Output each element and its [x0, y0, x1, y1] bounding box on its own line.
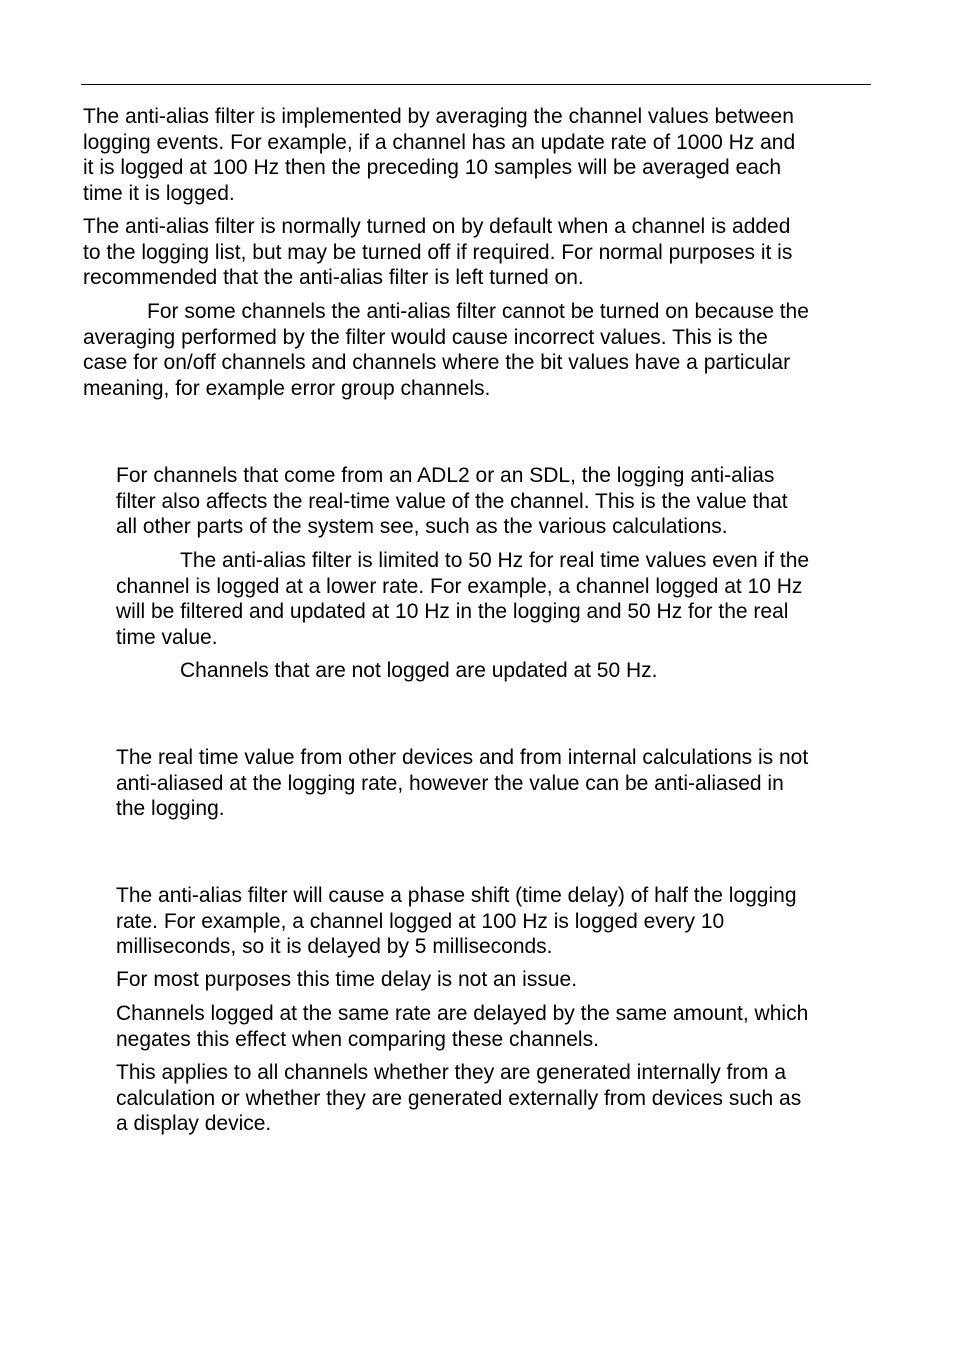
paragraph-not-logged [116, 658, 658, 684]
text-line: the logging. [116, 797, 225, 821]
text-line: meaning, for example error group channels. [83, 377, 491, 401]
text-line: calculation or whether they are generated externally from devices such as [116, 1086, 802, 1110]
text-line: case for on/off channels and channels where the bit values have a particular [83, 351, 791, 375]
header-rule [81, 84, 871, 85]
text-line: The anti-alias filter will cause a phase shift (time delay) of half the logging [116, 884, 797, 907]
text-line: recommended that the anti-alias filter is left turned on. [83, 266, 584, 290]
text-line: The anti-alias filter is normally turned on by default when a channel is added [83, 215, 791, 238]
text-line: to the logging list, but may be turned off if required. For normal purposes it is [83, 240, 793, 264]
text-line: channel is logged at a lower rate. For example, a channel logged at 10 Hz [116, 574, 803, 598]
text-line: Channels logged at the same rate are delayed by the same amount, which [116, 1002, 809, 1025]
text-line: time value. [116, 626, 218, 650]
text-line: a display device. [116, 1112, 272, 1136]
text-line: it is logged at 100 Hz then the preceding 10 samples will be averaged each [83, 156, 782, 180]
text-line: The anti-alias filter is limited to 50 Hz for real time values even if the [180, 549, 810, 572]
text-line: This applies to all channels whether they are generated internally from a [116, 1061, 787, 1084]
text-line: Channels that are not logged are updated at 50 Hz. [180, 659, 658, 682]
paragraph-same-rate [116, 1001, 808, 1052]
text-line: anti-aliased at the logging rate, however the value can be anti-aliased in [116, 771, 784, 795]
paragraph-other-devices [116, 745, 808, 822]
paragraph-phase-shift [116, 883, 797, 960]
text-line: The real time value from other devices and from internal calculations is not [116, 746, 809, 769]
paragraph-50hz-limit [116, 548, 809, 651]
text-line: time it is logged. [83, 182, 235, 206]
paragraph-cannot-turn-on [83, 299, 809, 402]
text-line: all other parts of the system see, such as the various calculations. [116, 515, 728, 539]
text-line: will be filtered and updated at 10 Hz in the logging and 50 Hz for the real [116, 600, 789, 624]
text-line: For some channels the anti-alias filter cannot be turned on because the [147, 300, 809, 323]
text-line: negates this effect when comparing these channels. [116, 1027, 599, 1051]
text-line: For most purposes this time delay is not an issue. [116, 968, 578, 991]
text-line: For channels that come from an ADL2 or an SDL, the logging anti-alias [116, 464, 775, 487]
text-line: averaging performed by the filter would cause incorrect values. This is the [83, 325, 768, 349]
paragraph-applies-all [116, 1060, 801, 1137]
paragraph-default-on [83, 214, 792, 291]
text-line: The anti-alias filter is implemented by averaging the channel values between [83, 105, 794, 128]
paragraph-adl2-sdl [116, 463, 788, 540]
text-line: rate. For example, a channel logged at 100 Hz is logged every 10 [116, 909, 725, 933]
text-line: filter also affects the real-time value of the channel. This is the value that [116, 489, 788, 513]
text-line: logging events. For example, if a channel has an update rate of 1000 Hz and [83, 130, 796, 154]
paragraph-anti-alias-averaging [83, 104, 795, 207]
text-line: milliseconds, so it is delayed by 5 milliseconds. [116, 935, 553, 959]
paragraph-not-an-issue [116, 967, 577, 993]
